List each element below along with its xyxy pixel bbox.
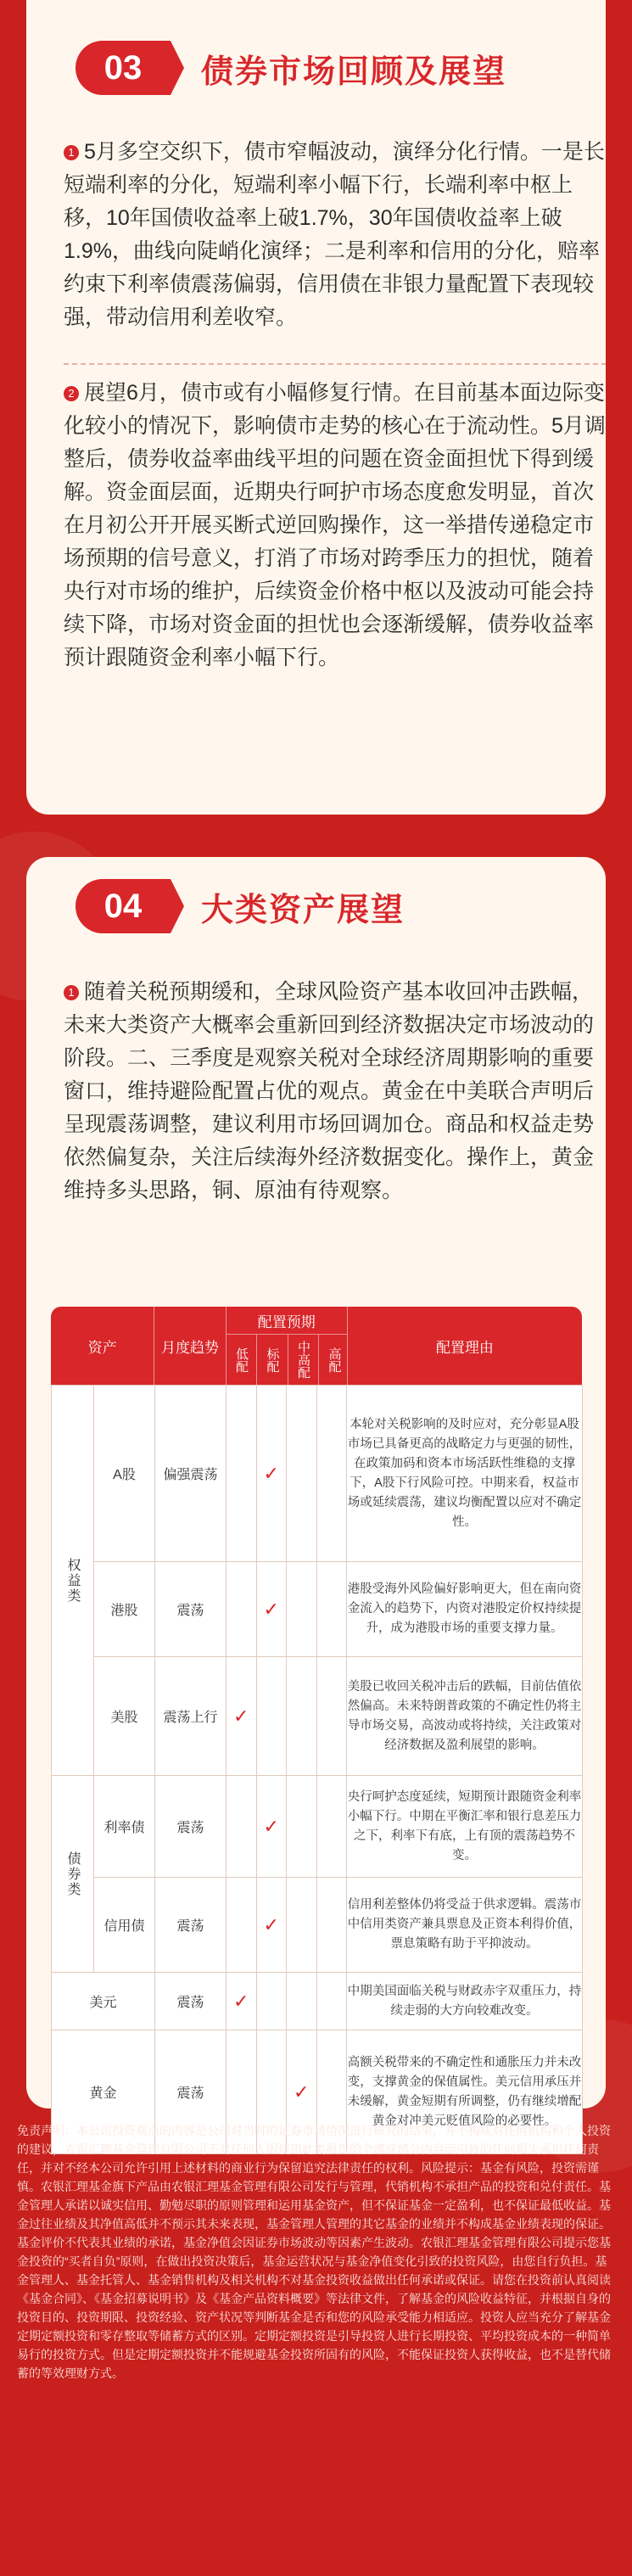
table-row — [52, 1973, 583, 2030]
check-icon: ✓ — [227, 1657, 257, 1776]
table-body — [51, 1385, 583, 2154]
asset-name: 黄金 — [52, 2030, 155, 2154]
paragraph-1 — [64, 136, 606, 334]
trend: 震荡上行 — [155, 1657, 227, 1776]
check-icon: ✓ — [256, 1386, 287, 1562]
table-row — [52, 1562, 583, 1657]
table-header — [51, 1307, 582, 1385]
asset-name: A股 — [94, 1386, 155, 1562]
check-icon: ✓ — [256, 1776, 287, 1878]
reason: 美股已收回关税冲击后的跌幅，目前估值依然偏高。未来特朗普政策的不确定性仍将主导市场交易，高波动或将持续，关注政策对经济数据及盈利展望的影响。 — [347, 1657, 583, 1776]
divider — [64, 363, 606, 365]
reason: 中期美国面临关税与财政赤字双重压力，持续走弱的大方向较难改变。 — [347, 1973, 583, 2030]
section-number: 04 — [76, 879, 171, 933]
section-number: 03 — [76, 41, 171, 95]
asset-name: 利率债 — [94, 1776, 155, 1878]
reason: 央行呵护态度延续，短期预计跟随资金利率小幅下行。中期在平衡汇率和银行息差压力之下，利率下有底，上有顶的震荡趋势不变。 — [347, 1776, 583, 1878]
trend: 偏强震荡 — [155, 1386, 227, 1562]
section-4-header — [76, 881, 405, 932]
asset-name: 信用债 — [94, 1878, 155, 1973]
trend: 震荡 — [155, 2030, 227, 2154]
asset-name: 美股 — [94, 1657, 155, 1776]
header-low: 低配 — [227, 1335, 258, 1385]
bullet-icon: 2 — [64, 386, 79, 401]
bullet-icon: 1 — [64, 985, 79, 1000]
group-equity: 权益类 — [52, 1386, 94, 1776]
check-icon: ✓ — [227, 1973, 257, 2030]
reason: 高额关税带来的不确定性和通胀压力并未改变，支撑黄金的保值属性。美元信用承压并未缓解，黄金短期有所调整，仍有继续增配黄金对冲美元贬值风险的必要性。 — [347, 2030, 583, 2154]
check-icon: ✓ — [256, 1878, 287, 1973]
asset-name: 港股 — [94, 1562, 155, 1657]
header-trend: 月度趋势 — [154, 1307, 226, 1385]
paragraph-1 — [64, 976, 606, 1207]
bullet-icon: 1 — [64, 145, 79, 160]
paragraph-text: 随着关税预期缓和，全球风险资产基本收回冲击跌幅，未来大类资产大概率会重新回到经济数据决定市场波动的阶段。二、三季度是观察关税对全球经济周期影响的重要窗口，维持避险配置占优的观点。黄金在中美联合声明后呈现震荡调整，建议利用市场回调加仓。商品和权益走势依然偏复杂，关注后续海外经济数据变化。操作上，黄金维持多头思路，铜、原油有待观察。 — [64, 980, 595, 1202]
paragraph-text: 5月多空交织下，债市窄幅波动，演绎分化行情。一是长短端利率的分化，短端利率小幅下行，长端利率中枢上移，10年国债收益率上破1.7%，30年国债收益率上破1.9%，曲线向陡峭化演绎；二是利率和信用的分化，赔率约束下利率债震荡偏弱，信用债在非银力量配置下表现较强，带动信用利差收窄。 — [64, 140, 605, 329]
table-row — [52, 1878, 583, 1973]
reason: 本轮对关税影响的及时应对，充分彰显A股市场已具备更高的战略定力与更强的韧性，在政策加码和资本市场活跃性维稳的支撑下，A股下行风险可控。中期来看，权益市场或延续震荡，建议均衡配置以应对不确定性。 — [347, 1386, 583, 1562]
asset-name: 美元 — [52, 1973, 155, 2030]
table-row — [52, 1776, 583, 1878]
table-row — [52, 1386, 583, 1562]
section-3-header — [76, 42, 506, 93]
check-icon: ✓ — [287, 2030, 317, 2154]
header-config — [227, 1307, 348, 1385]
header-config-levels — [227, 1335, 347, 1385]
trend: 震荡 — [155, 1973, 227, 2030]
header-asset: 资产 — [51, 1307, 154, 1385]
group-bond: 债券类 — [52, 1776, 94, 1973]
section-title: 大类资产展望 — [201, 892, 405, 928]
disclaimer: 免责声明：本公司投资观点的内容是公司对当时的证券市场情况进行研究的结果，并不构成对任何机构和个人投资的建议，农银汇理基金管理有限公司不对任何人因使用此类报告的全部或部分内容而引致的任何损失承担任何责任，并对不经本公司允许引用上述材料的商业行为保留追究法律责任的权利。风险提示：基金有风险，投资需谨慎。农银汇理基金旗下产品由农银汇理基金管理有限公司发行与管理，代销机构不承担产品的投资和兑付责任。基金管理人承诺以诚实信用、勤勉尽职的原则管理和运用基金资产，但不保证基金一定盈利，也不保证最低收益。基金过往业绩及其净值高低并不预示其未来表现，基金管理人管理的其它基金的业绩并不构成基金业绩表现的保证。基金评价不代表其业绩的承诺，基金净值会因证券市场波动等因素产生波动。农银汇理基金管理有限公司提示您基金投资的“买者自负”原则，在做出投资决策后，基金运营状况与基金净值变化引致的投资风险，由您自行负担。基金管理人、基金托管人、基金销售机构及相关机构不对基金投资收益做出任何承诺或保证。请您在投资前认真阅读《基金合同》、《基金招募说明书》及《基金产品资料概要》等法律文件，了解基金的风险收益特征，并根据自身的投资目的、投资期限、投资经验、资产状况等判断基金是否和您的风险承受能力相适应。投资人应当充分了解基金定期定额投资和零存整取等储蓄方式的区别。定期定额投资是引导投资人进行长期投资、平均投资成本的一种简单易行的投资方式。但是定期定额投资并不能规避基金投资所固有的风险，不能保证投资人获得收益，也不是替代储蓄的等效理财方式。 — [17, 2124, 611, 2380]
section-title: 债券市场回顾及展望 — [201, 53, 507, 90]
header-reason: 配置理由 — [435, 1339, 494, 1356]
trend: 震荡 — [155, 1878, 227, 1973]
header-high: 高配 — [327, 1347, 342, 1373]
section-3-card — [26, 0, 606, 815]
header-mid-high: 中高配 — [288, 1335, 320, 1385]
header-config-title: 配置预期 — [227, 1307, 347, 1335]
trend: 震荡 — [155, 1562, 227, 1657]
trend: 震荡 — [155, 1776, 227, 1878]
reason: 港股受海外风险偏好影响更大，但在南向资金流入的趋势下，内资对港股定价权持续提升，成为港股市场的重要支撑力量。 — [347, 1562, 583, 1657]
header-standard: 标配 — [257, 1335, 288, 1385]
table-row — [52, 1657, 583, 1776]
reason: 信用利差整体仍将受益于供求逻辑。震荡市中信用类资产兼具票息及正资本利得价值，票息策略有助于平抑波动。 — [347, 1878, 583, 1973]
paragraph-text: 展望6月，债市或有小幅修复行情。在目前基本面边际变化较小的情况下，影响债市走势的核心在于流动性。5月调整后，债券收益率曲线平坦的问题在资金面担忧下得到缓解。资金面层面，近期央行呵护市场态度愈发明显，首次在月初公开开展买断式逆回购操作，这一举措传递稳定市场预期的信号意义，打消了市场对跨季压力的担忧，随着央行对市场的维护，后续资金价格中枢以及波动可能会持续下降，市场对资金面的担忧也会逐渐缓解，债券收益率预计跟随资金利率小幅下行。 — [64, 381, 606, 669]
paragraph-2 — [64, 377, 606, 675]
check-icon: ✓ — [256, 1562, 287, 1657]
asset-allocation-table — [51, 1307, 582, 2154]
